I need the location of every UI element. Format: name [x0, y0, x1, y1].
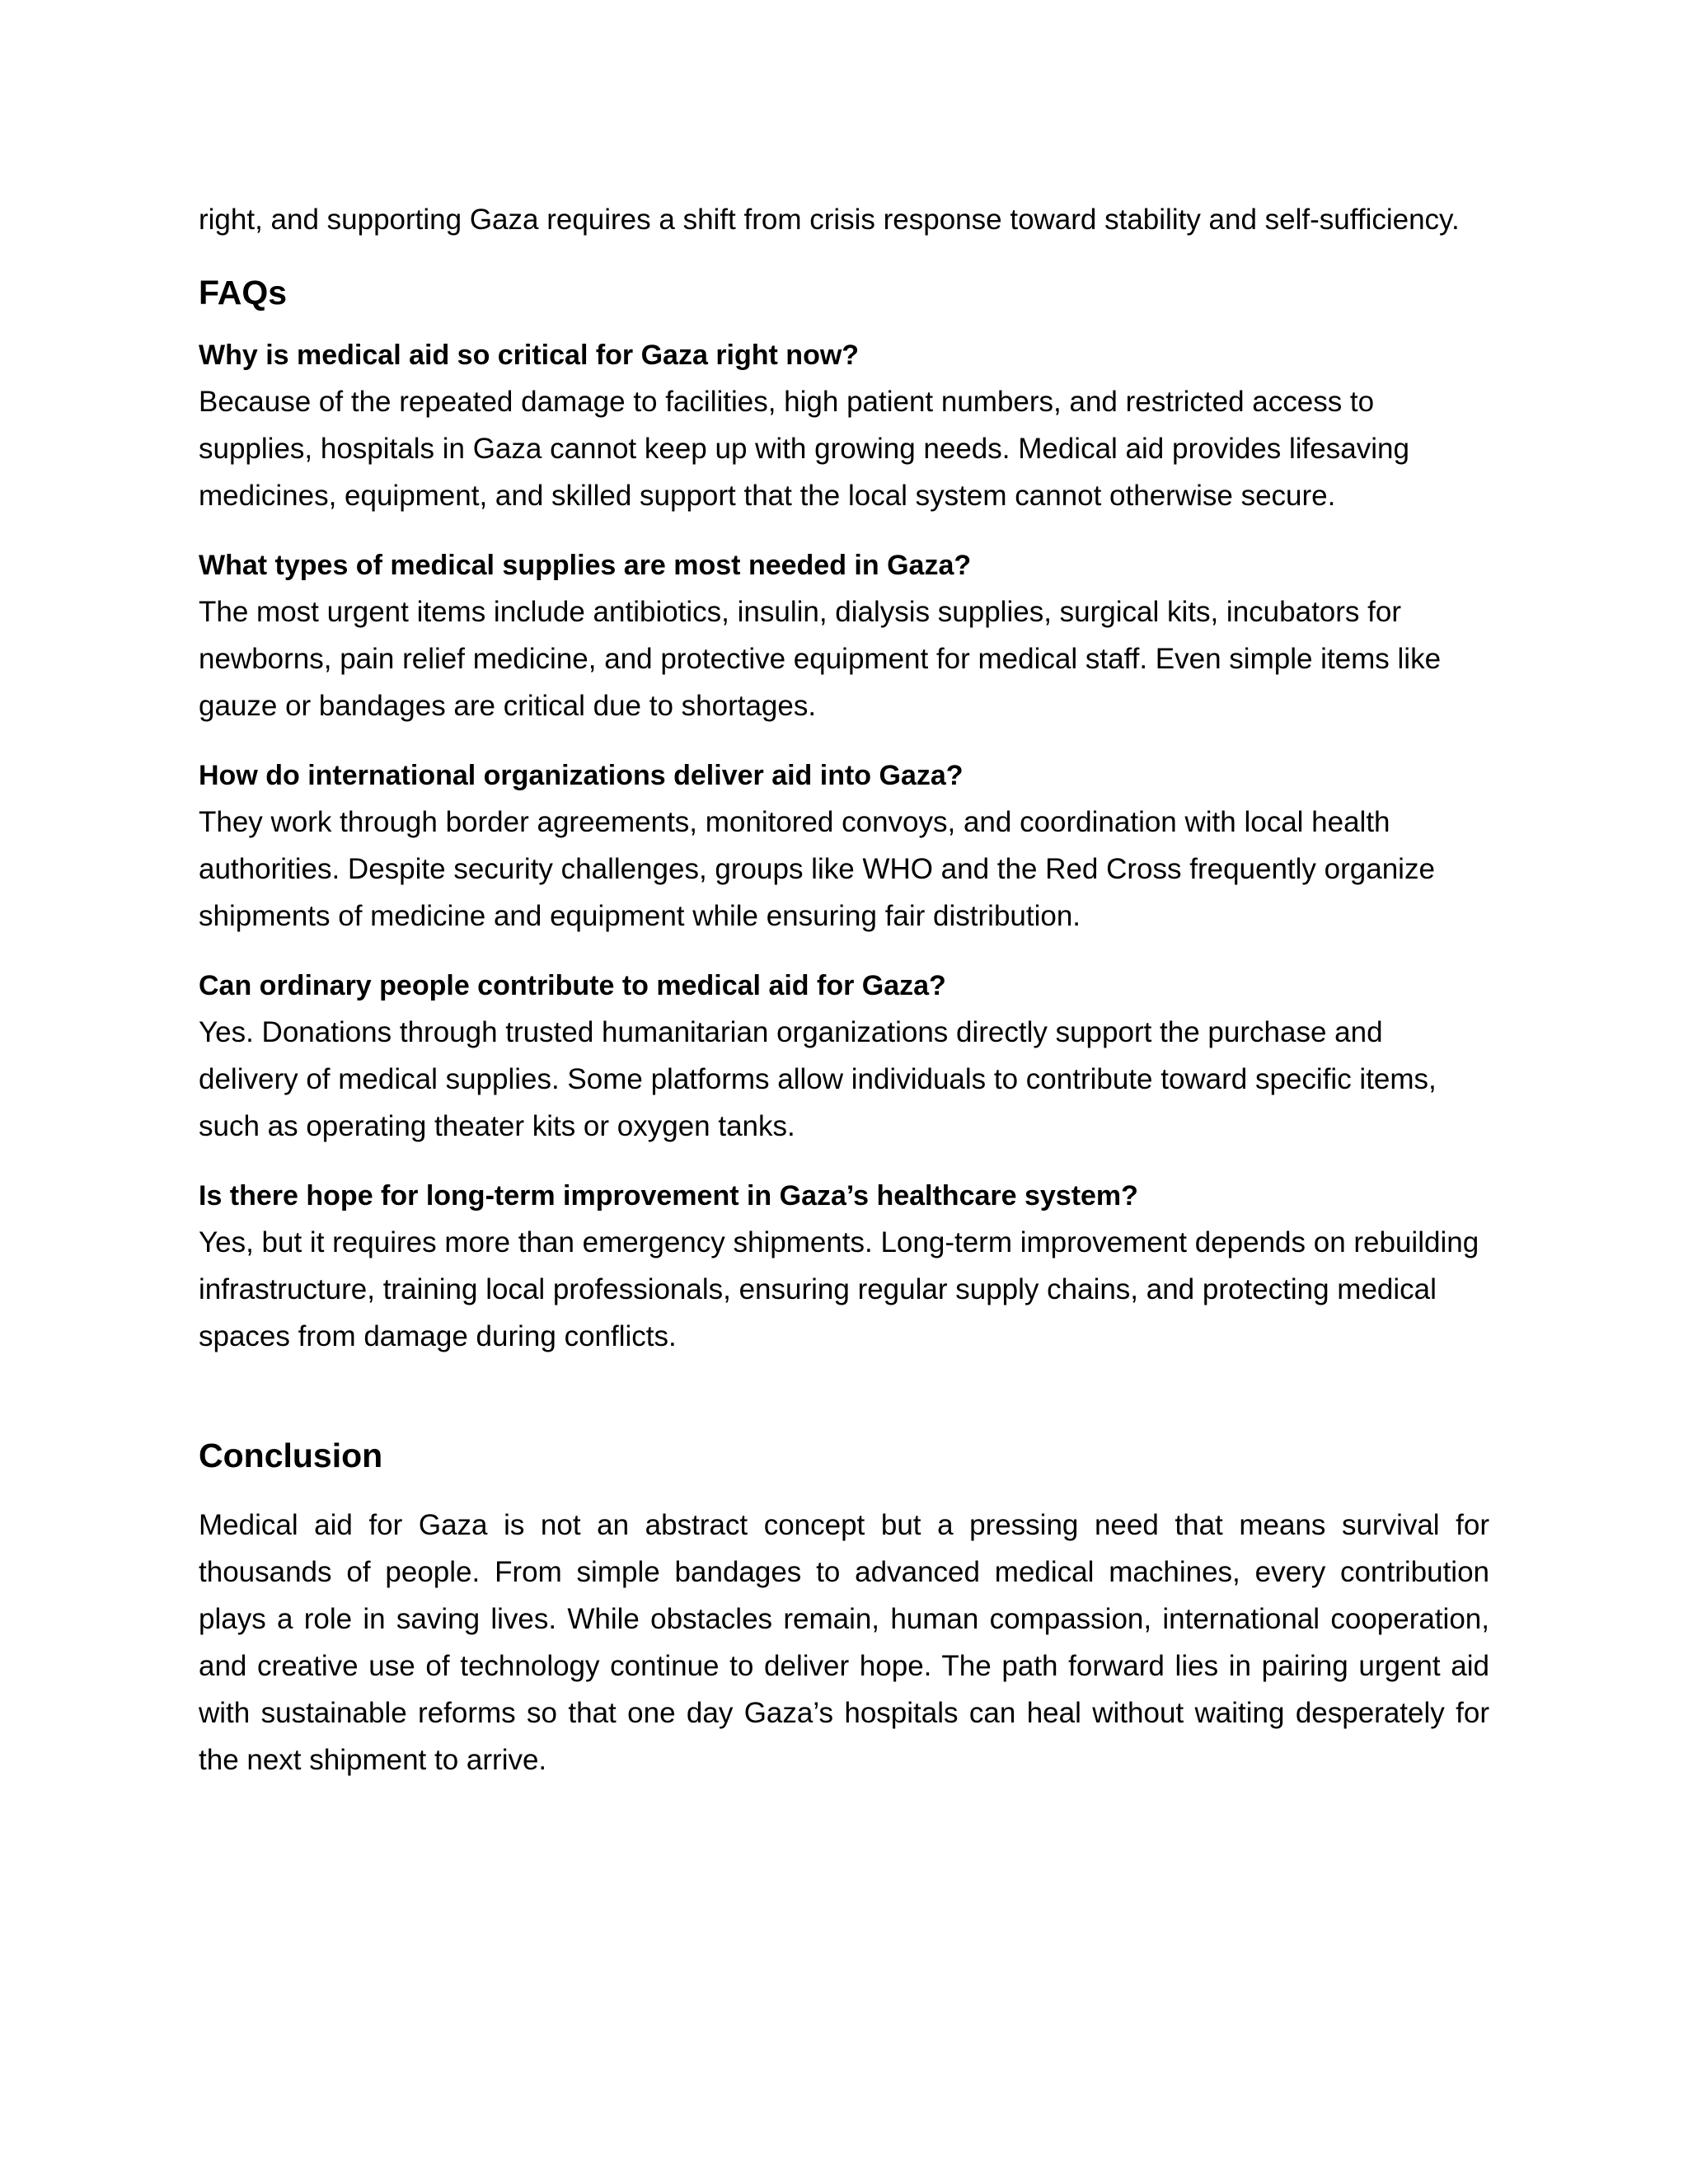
faq-answer: Because of the repeated damage to facilities, high patient numbers, and restricted access to supplies, hospitals in Gaza cannot keep up with growing needs. Medical aid provides lifesaving medicines, equipment, and skilled support that the local system cannot otherwise secure.	[199, 386, 1409, 512]
faq-item	[199, 752, 1489, 940]
faq-answer: They work through border agreements, monitored convoys, and coordination with local health authorities. Despite security challenges, groups like WHO and the Red Cross frequently organize shipments of medicine and equipment while ensuring fair distribution.	[199, 806, 1435, 932]
faq-list	[199, 332, 1489, 1360]
faq-item	[199, 542, 1489, 729]
faq-item	[199, 332, 1489, 519]
faq-question: How do international organizations deliver aid into Gaza?	[199, 760, 964, 791]
faq-answer: The most urgent items include antibiotics, insulin, dialysis supplies, surgical kits, incubators for newborns, pain relief medicine, and protective equipment for medical staff. Even simple items like gauze or bandages are critical due to shortages.	[199, 596, 1442, 722]
faq-question: Is there hope for long-term improvement in Gaza’s healthcare system?	[199, 1180, 1138, 1212]
faqs-heading: FAQs	[199, 274, 288, 312]
faq-question: Can ordinary people contribute to medical aid for Gaza?	[199, 970, 946, 1001]
faq-question: Why is medical aid so critical for Gaza right now?	[199, 340, 860, 371]
faq-answer: Yes. Donations through trusted humanitarian organizations directly support the purchase and delivery of medical supplies. Some platforms allow individuals to contribute toward specific items, such as operating theater kits or oxygen tanks.	[199, 1016, 1437, 1142]
conclusion-heading: Conclusion	[199, 1436, 383, 1474]
document-page	[199, 196, 1489, 1783]
conclusion-paragraph: Medical aid for Gaza is not an abstract concept but a pressing need that means survival for thousands of people. From simple bandages to advanced medical machines, every contribution plays a role in saving lives. While obstacles remain, human compassion, international cooperation, and creative use of technology continue to deliver hope. The path forward lies in pairing urgent aid with sustainable reforms so that one day Gaza’s hospitals can heal without waiting desperately for the next shipment to arrive.	[199, 1509, 1489, 1776]
intro-paragraph: right, and supporting Gaza requires a shift from crisis response toward stability and self-sufficiency.	[199, 204, 1460, 236]
faq-item	[199, 963, 1489, 1150]
faq-item	[199, 1173, 1489, 1360]
faq-question: What types of medical supplies are most needed in Gaza?	[199, 550, 972, 581]
faq-answer: Yes, but it requires more than emergency shipments. Long-term improvement depends on rebuilding infrastructure, training local professionals, ensuring regular supply chains, and protecting medical spaces from damage during conflicts.	[199, 1226, 1479, 1352]
